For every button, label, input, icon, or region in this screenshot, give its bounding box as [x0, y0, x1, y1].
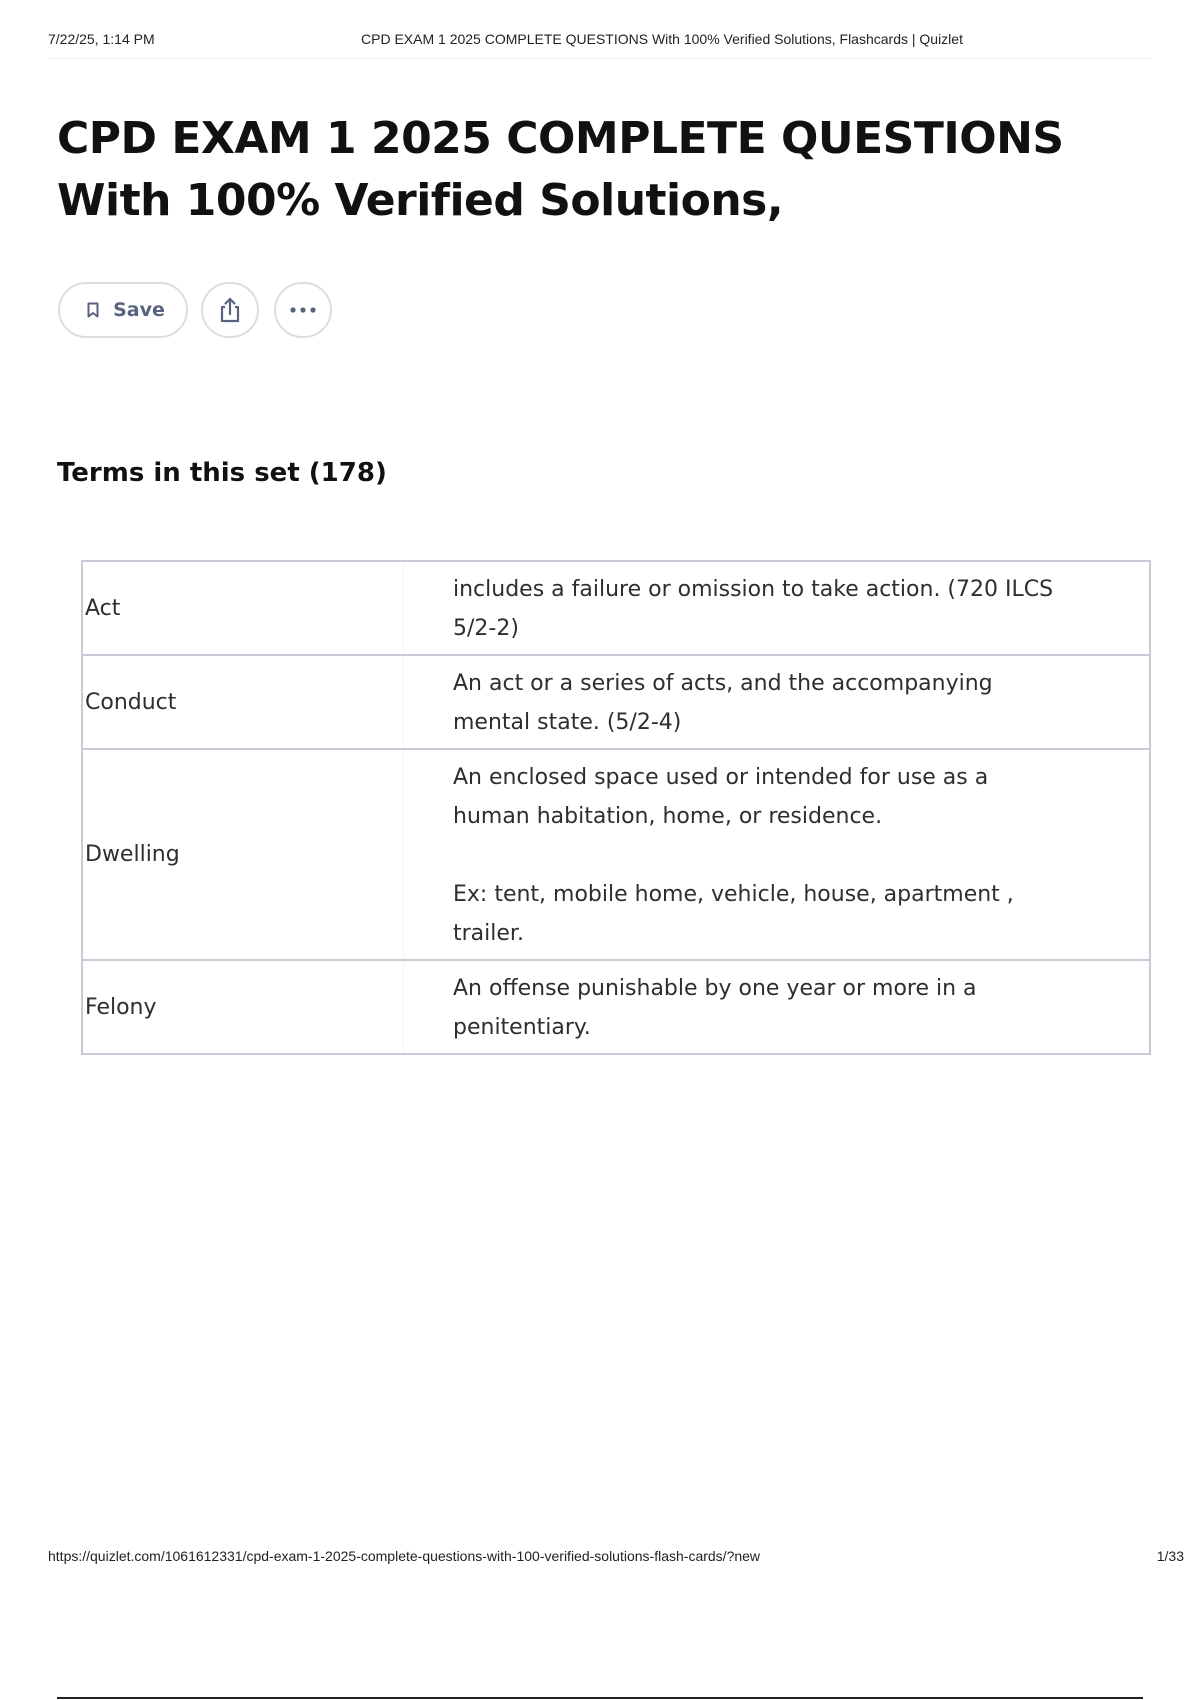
term-definition: An offense punishable by one year or more in a penitentiary. — [453, 976, 977, 1040]
terms-heading: Terms in this set (178) — [57, 458, 387, 488]
term-definition: includes a failure or omission to take action. (720 ILCS 5/2-2) — [453, 577, 1054, 641]
term-word: Act — [83, 562, 404, 654]
term-word: Dwelling — [83, 750, 404, 959]
bookmark-icon — [87, 302, 99, 318]
term-word: Conduct — [83, 656, 404, 748]
print-date: 7/22/25, 1:14 PM — [48, 31, 155, 47]
page-number: 1/33 — [1156, 1548, 1184, 1564]
print-url: https://quizlet.com/1061612331/cpd-exam-1-2025-complete-questions-with-100-verified-solutions-flash-cards/?new — [48, 1548, 761, 1564]
save-label: Save — [113, 299, 165, 321]
save-button[interactable] — [58, 282, 188, 338]
term-row — [81, 560, 1151, 656]
print-document-title: CPD EXAM 1 2025 COMPLETE QUESTIONS With 100% Verified Solutions, Flashcards | Quizlet — [361, 31, 963, 47]
term-row — [81, 959, 1151, 1055]
page-title: CPD EXAM 1 2025 COMPLETE QUESTIONS With 100% Verified Solutions, — [57, 113, 1064, 226]
term-row — [81, 748, 1151, 961]
term-definition: An act or a series of acts, and the accompanying mental state. (5/2-4) — [453, 671, 993, 735]
share-button[interactable] — [201, 282, 259, 338]
more-options-button[interactable] — [274, 282, 332, 338]
print-header — [48, 28, 1152, 59]
more-horizontal-icon — [289, 306, 317, 314]
share-icon — [217, 296, 243, 324]
page-bottom-divider — [57, 1697, 1143, 1699]
term-word: Felony — [83, 961, 404, 1053]
terms-list — [81, 560, 1151, 1053]
print-footer — [48, 1548, 1184, 1572]
term-definition: An enclosed space used or intended for use as a human habitation, home, or residence. Ex: tent, mobile home, vehicle, house, apartment , trailer. — [453, 765, 1014, 946]
term-row — [81, 654, 1151, 750]
